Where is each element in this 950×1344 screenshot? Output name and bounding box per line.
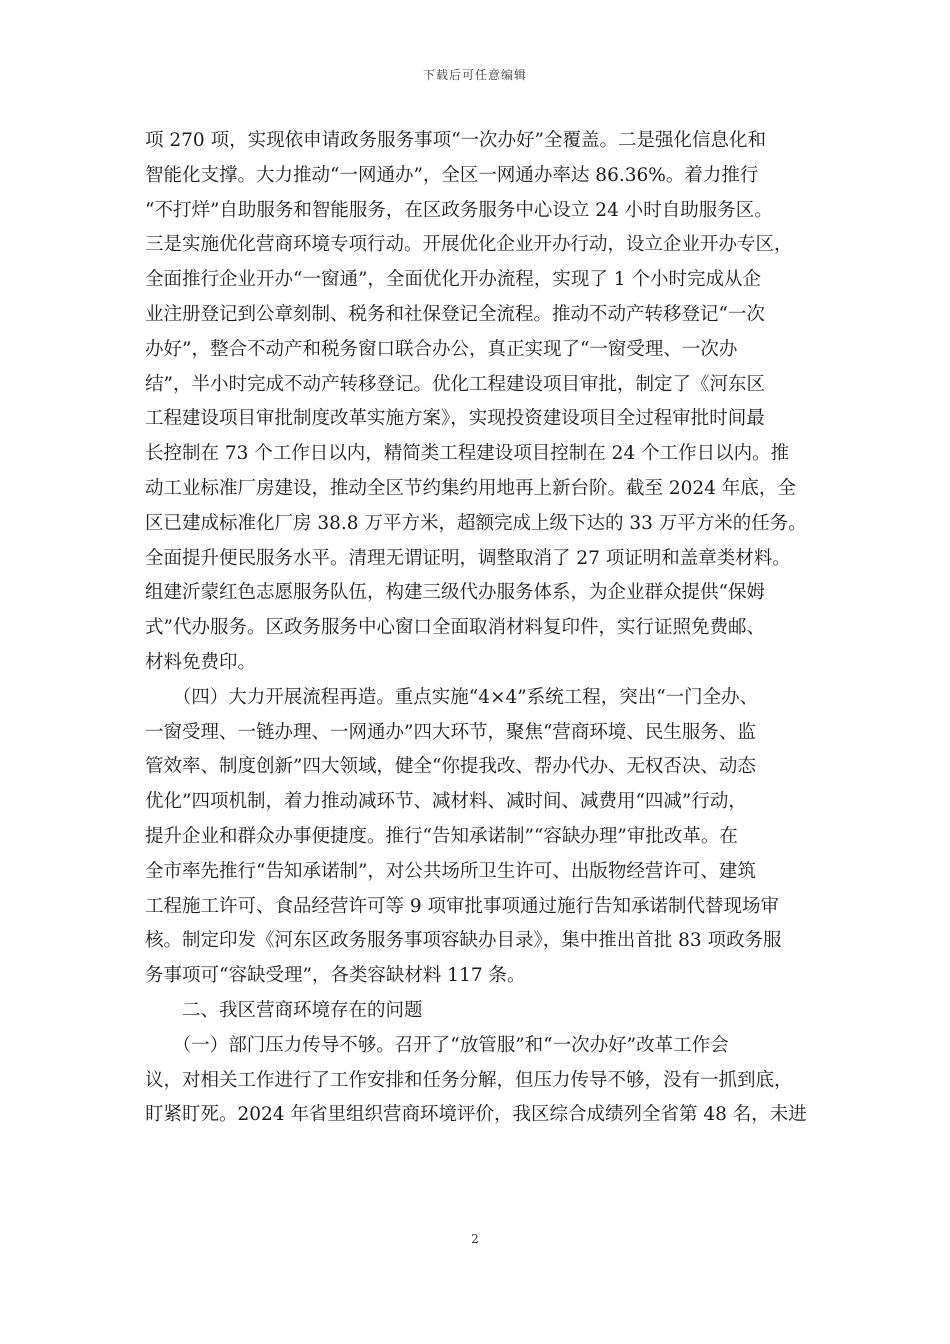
text-line: 核。制定印发《河东区政务服务事项容缺办目录》，集中推出首批 83 项政务服 — [145, 930, 782, 952]
document-body — [145, 124, 805, 1133]
text-line: 全面推行企业开办“一窗通”，全面优化开办流程，实现了 1 个小时完成从企 — [145, 269, 761, 291]
text-line: 全面提升便民服务水平。清理无谓证明，调整取消了 27 项证明和盖章类材料。 — [145, 547, 791, 569]
text-line: 业注册登记到公章刻制、税务和社保登记全流程。推动不动产转移登记“一次 — [145, 303, 765, 325]
text-line: 工程建设项目审批制度改革实施方案》，实现投资建设项目全过程审批时间最 — [145, 408, 765, 430]
text-line: 智能化支撑。大力推动“一网通办”，全区一网通办率达 86.36%。着力推行 — [145, 164, 759, 186]
text-line: 长控制在 73 个工作日以内，精简类工程建设项目控制在 24 个工作日以内。推 — [145, 443, 790, 465]
text-line: 议，对相关工作进行了工作安排和任务分解，但压力传导不够，没有一抓到底， — [145, 1069, 793, 1091]
text-line: 区已建成标准化厂房 38.8 万平方米，超额完成上级下达的 33 万平方米的任务。 — [145, 512, 807, 534]
text-line: 务事项可“容缺受理”，各类容缺材料 117 条。 — [145, 965, 526, 987]
text-line: 项 270 项，实现依申请政务服务事项“一次办好”全覆盖。二是强化信息化和 — [145, 130, 766, 151]
text-line: 全市率先推行“告知承诺制”，对公共场所卫生许可、出版物经营许可、建筑 — [145, 860, 756, 882]
section-heading: 二、我区营商环境存在的问题 — [145, 999, 423, 1021]
text-line: 管效率、制度创新”四大领域，健全“你提我改、帮办代办、无权否决、动态 — [145, 756, 756, 778]
page-header-note: 下载后可任意编辑 — [422, 68, 527, 82]
text-line: 盯紧盯死。2024 年省里组织营商环境评价，我区综合成绩列全省第 48 名，未进 — [145, 1104, 807, 1126]
text-line: 式”代办服务。区政务服务中心窗口全面取消材料复印件，实行证照免费邮、 — [145, 617, 765, 639]
page-number: 2 — [471, 1232, 479, 1246]
text-line: 工程施工许可、食品经营许可等 9 项审批事项通过施行告知承诺制代替现场审 — [145, 895, 780, 917]
text-line: “不打烊”自助服务和智能服务，在区政务服务中心设立 24 小时自助服务区。 — [145, 199, 773, 221]
text-line: 优化”四项机制，着力推动减环节、减材料、减时间、减费用“四减”行动， — [145, 791, 747, 813]
text-line: 结”，半小时完成不动产转移登记。优化工程建设项目审批，制定了《河东区 — [145, 373, 765, 395]
text-line: 一窗受理、一链办理、一网通办”四大环节，聚焦“营商环境、民生服务、监 — [145, 721, 756, 743]
text-line: 动工业标准厂房建设，推动全区节约集约用地再上新台阶。截至 2024 年底，全 — [145, 477, 796, 499]
text-line: 组建沂蒙红色志愿服务队伍，构建三级代办服务体系，为企业群众提供“保姆 — [145, 582, 765, 604]
text-line: （四）大力开展流程再造。重点实施“4×4”系统工程，突出“一门全办、 — [145, 686, 759, 708]
text-line: 办好”，整合不动产和税务窗口联合办公，真正实现了“一窗受理、一次办 — [145, 338, 738, 360]
text-line: （一）部门压力传导不够。召开了“放管服”和“一次办好”改革工作会 — [145, 1034, 729, 1056]
text-line: 提升企业和群众办事便捷度。推行“告知承诺制”“容缺办理”审批改革。在 — [145, 825, 738, 847]
text-line: 材料免费印。 — [145, 651, 257, 673]
text-line: 三是实施优化营商环境专项行动。开展优化企业开办行动，设立企业开办专区， — [145, 234, 793, 256]
